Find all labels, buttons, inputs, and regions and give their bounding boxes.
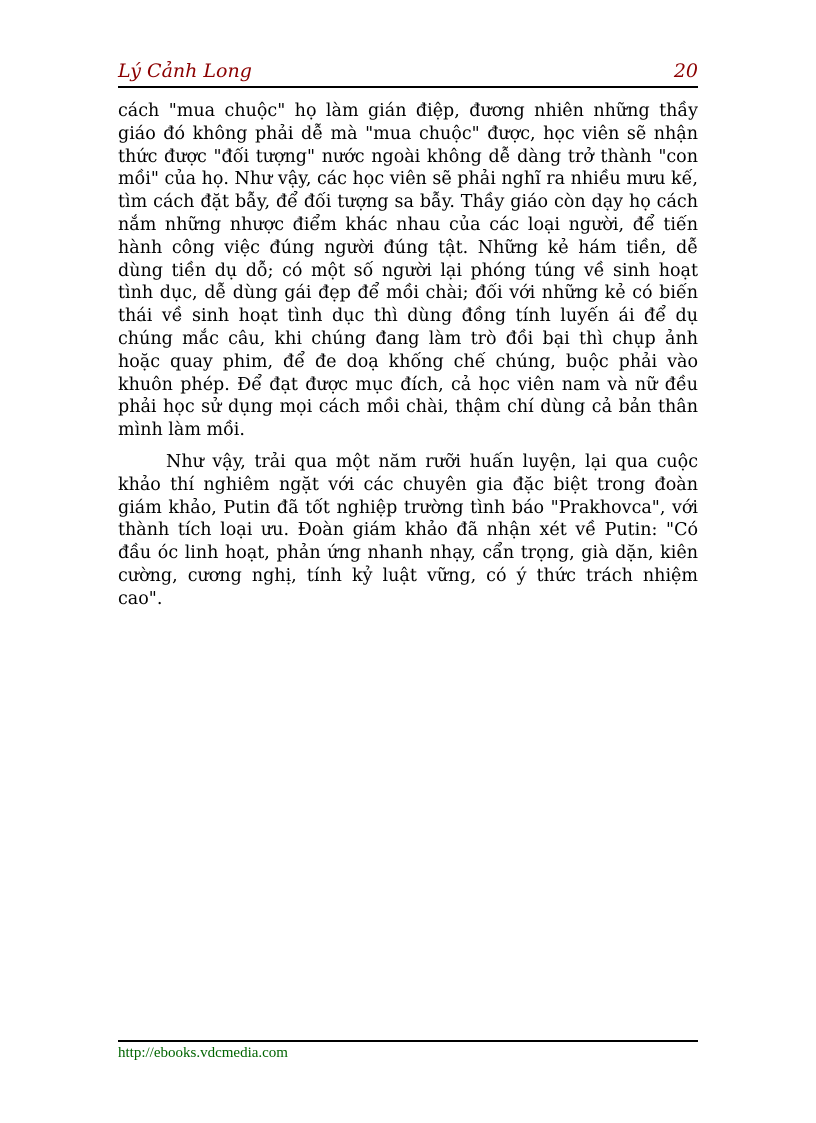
body-text	[118, 100, 698, 611]
header-divider	[118, 86, 698, 88]
paragraph-continued: cách "mua chuộc" họ làm gián điệp, đương nhiên những thầy giáo đó không phải dễ mà "mua chuộc" được, học viên sẽ nhận thức được "đối tượng" nước ngoài không dễ dàng trở thành "con mồi" của họ. Như vậy, các học viên sẽ phải nghĩ ra nhiều mưu kế, tìm cách đặt bẫy, để đối tượng sa bẫy. Thầy giáo còn dạy họ cách nắm những nhược điểm khác nhau của các loại người, để tiến hành công việc đúng người đúng tật. Những kẻ hám tiền, dễ dùng tiền dụ dỗ; có một số người lại phóng túng về sinh hoạt tình dục, dễ dùng gái đẹp để mồi chài; đối với những kẻ có biến thái về sinh hoạt tình dục thì dùng đồng tính luyến ái để dụ chúng mắc câu, khi chúng đang làm trò đồi bại thì chụp ảnh hoặc quay phim, để đe doạ khống chế chúng, buộc phải vào khuôn phép. Để đạt được mục đích, cả học viên nam và nữ đều phải học sử dụng mọi cách mồi chài, thậm chí dùng cả bản thân mình làm mồi.	[118, 101, 698, 441]
header-page-number: 20	[673, 60, 698, 82]
footer-divider	[118, 1040, 698, 1042]
paragraph: Như vậy, trải qua một năm rưỡi huấn luyện, lại qua cuộc khảo thí nghiêm ngặt với các chuyên gia đặc biệt trong đoàn giám khảo, Putin đã tốt nghiệp trường tình báo "Prakhovca", với thành tích loại ưu. Đoàn giám khảo đã nhận xét về Putin: "Có đầu óc linh hoạt, phản ứng nhanh nhạy, cẩn trọng, già dặn, kiên cường, cương nghị, tính kỷ luật vững, có ý thức trách nhiệm cao".	[118, 451, 698, 609]
header-author: Lý Cảnh Long	[118, 60, 252, 82]
page-header	[118, 60, 698, 84]
footer-link[interactable]: http://ebooks.vdcmedia.com	[118, 1045, 288, 1061]
